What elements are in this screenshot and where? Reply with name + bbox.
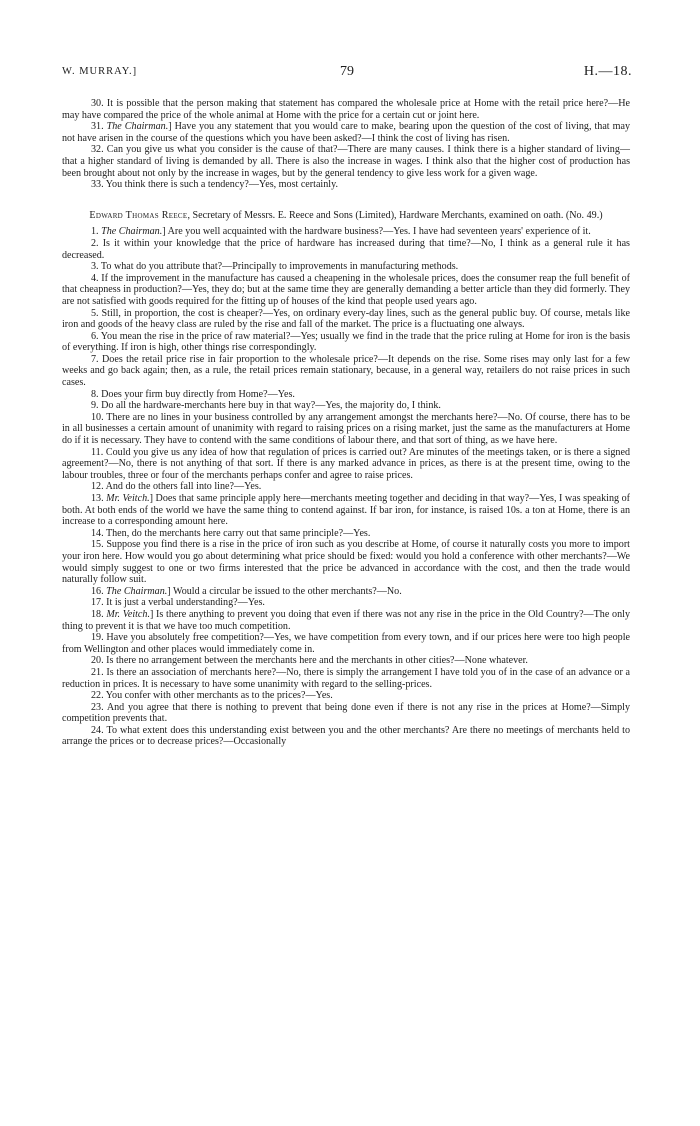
question-number: 3. bbox=[91, 261, 99, 273]
previous-witness-section bbox=[62, 98, 630, 191]
question-number: 1. bbox=[91, 226, 99, 238]
question-number: 9. bbox=[91, 400, 99, 412]
question-text: To what extent does this understanding exist between you and the other merchants? Are there no meetings of merchants held to arrange the prices or to decrease prices?—Occasionally bbox=[62, 724, 630, 748]
question-paragraph bbox=[62, 725, 630, 748]
question-text: Is there an association of merchants here?—No, there is simply the arrangement I have told you of in the case of an advance or a reduction in prices. It is necessary to have some unanimity with regard to the selling-prices. bbox=[62, 666, 630, 690]
question-number: 8. bbox=[91, 388, 99, 400]
question-number: 10. bbox=[91, 411, 104, 423]
question-text: ] Does that same principle apply here—merchants meeting together and deciding in that way?—Yes, I was speaking of both. At both ends of the world we have the same thing to contend against. If bar iron, for instance, is raised 10s. a ton at Home, there is an increase to a corresponding amount here. bbox=[62, 493, 630, 528]
question-text: ] Are you well acquainted with the hardware business?—Yes. I have had seventeen years' experience of it. bbox=[162, 226, 591, 238]
question-text: Do all the hardware-merchants here buy in that way?—Yes, the majority do, I think. bbox=[101, 400, 441, 412]
witness-description: , Secretary of Messrs. E. Reece and Sons (Limited), Hardware Merchants, examined on oath. (No. 49.) bbox=[187, 209, 603, 221]
question-paragraph bbox=[62, 539, 630, 585]
question-paragraph bbox=[62, 609, 630, 632]
page-header bbox=[62, 64, 632, 84]
question-paragraph bbox=[62, 331, 630, 354]
question-paragraph bbox=[62, 261, 630, 273]
question-number: 22. bbox=[91, 690, 104, 702]
question-paragraph bbox=[62, 597, 630, 609]
question-paragraph bbox=[62, 702, 630, 725]
question-text: It is just a verbal understanding?—Yes. bbox=[106, 597, 265, 609]
question-paragraph bbox=[62, 655, 630, 667]
question-number: 2. bbox=[91, 237, 99, 249]
question-text: You think there is such a tendency?—Yes, most certainly. bbox=[105, 179, 338, 191]
witness-evidence-section bbox=[62, 226, 630, 748]
question-text: Can you give us what you consider is the cause of that?—There are many causes. I think there is a higher standard of living—that a higher standard of living is demanded by all. There is also the increase in wages. I think also that the higher cost of production has been brought about not only by the increase in wages, but by the general tendency to give less work for a given wage. bbox=[62, 144, 630, 179]
question-text: ] Would a circular be issued to the other merchants?—No. bbox=[167, 585, 402, 597]
question-paragraph bbox=[62, 98, 630, 121]
document-reference: H.—18. bbox=[583, 64, 632, 79]
question-paragraph bbox=[62, 690, 630, 702]
question-paragraph bbox=[62, 400, 630, 412]
question-text: Does your firm buy directly from Home?—Yes. bbox=[101, 388, 295, 400]
page-number: 79 bbox=[340, 64, 354, 79]
question-paragraph bbox=[62, 389, 630, 401]
question-paragraph bbox=[62, 273, 630, 308]
question-number: 15. bbox=[91, 539, 104, 551]
speaker-name: The Chairman. bbox=[101, 226, 163, 238]
question-text: And do the others fall into line?—Yes. bbox=[105, 481, 262, 493]
question-number: 19. bbox=[91, 632, 104, 644]
question-number: 24. bbox=[91, 724, 104, 736]
question-paragraph bbox=[62, 179, 630, 191]
speaker-name: The Chairman. bbox=[106, 121, 169, 133]
question-paragraph bbox=[62, 493, 630, 528]
question-text: Suppose you find there is a rise in the price of iron such as you describe at Home, of course it naturally costs you more to import your iron here. How would you go about determining what price should be fixed: would you hold a conference with other merchants?—We would simply suggest to one or two firms interested that the price be advanced in accordance with the cost, and then the trade would naturally follow suit. bbox=[62, 539, 630, 586]
question-text: There are no lines in your business controlled by any arrangement amongst the merchants here?—No. Of course, there has to be in all businesses a certain amount of unanimity with regard to raising prices on a rising market, just the same as the manufacturers at Home do if it is necessary. They have to contend with the same conditions of labour there, and that sort of thing, as we have here. bbox=[62, 411, 630, 447]
question-number: 31. bbox=[91, 121, 104, 133]
question-number: 20. bbox=[91, 655, 104, 667]
question-text: And you agree that there is nothing to prevent that being done even if there is not any rise in the prices at Home?—Simply competition prevents that. bbox=[62, 701, 630, 725]
question-paragraph bbox=[62, 632, 630, 655]
question-paragraph bbox=[62, 238, 630, 261]
question-paragraph bbox=[62, 586, 630, 598]
question-paragraph bbox=[62, 481, 630, 493]
question-number: 7. bbox=[91, 353, 99, 365]
question-text: ] Have you any statement that you would care to make, bearing upon the question of the cost of living, that may not have arisen in the course of the questions which you have been asked?—I think the cost of living has risen. bbox=[62, 121, 631, 144]
question-number: 23. bbox=[91, 701, 104, 713]
question-text: Is it within your knowledge that the price of hardware has increased during that time?—No, I think as a general rule it has decreased. bbox=[62, 237, 630, 261]
question-text: ] Is there anything to prevent you doing that even if there was not any rise in the price in the Old Country?—The only thing to prevent it is that we have too much competition. bbox=[62, 608, 630, 632]
question-number: 6. bbox=[91, 330, 99, 342]
question-number: 16. bbox=[91, 585, 104, 597]
question-number: 5. bbox=[91, 307, 99, 319]
question-number: 17. bbox=[91, 597, 104, 609]
question-number: 12. bbox=[91, 481, 104, 493]
question-number: 11. bbox=[91, 446, 104, 458]
question-text: To what do you attribute that?—Principally to improvements in manufacturing methods. bbox=[100, 261, 459, 273]
evidence-text bbox=[62, 98, 630, 748]
question-number: 32. bbox=[91, 144, 104, 156]
question-text: Still, in proportion, the cost is cheaper?—Yes, on ordinary every-day lines, such as the general public buy. Of course, metals like iron and goods of the heavy class are ruled by the rise and fall of the market. The price is a fluctuating one always. bbox=[62, 307, 630, 331]
question-text: Is there no arrangement between the merchants here and the merchants in other cities?—None whatever. bbox=[106, 655, 528, 667]
question-paragraph bbox=[62, 354, 630, 389]
question-paragraph bbox=[62, 308, 630, 331]
question-number: 30. bbox=[91, 98, 104, 109]
question-text: You confer with other merchants as to the prices?—Yes. bbox=[105, 690, 333, 702]
question-number: 33. bbox=[91, 179, 104, 191]
question-number: 18. bbox=[91, 608, 104, 620]
question-number: 14. bbox=[91, 527, 104, 539]
question-number: 21. bbox=[91, 666, 104, 678]
question-text: It is possible that the person making that statement has compared the wholesale price at Home with the retail price here?—He may have compared the price of the whole animal at Home with the price for a certain cut or joint here. bbox=[62, 98, 630, 121]
question-paragraph bbox=[62, 412, 630, 447]
question-paragraph bbox=[62, 121, 630, 144]
witness-name: Edward Thomas Reece bbox=[89, 209, 188, 221]
question-text: You mean the rise in the price of raw material?—Yes; usually we find in the trade that the price ruling at Home for iron is the basis of everything. If iron is high, other things rise correspondingly. bbox=[62, 330, 630, 354]
question-text: If the improvement in the manufacture has caused a cheapening in the wholesale prices, does the consumer reap the full benefit of that cheapness in production?—Yes, they do; but at the same time they are generally demanding a better article than they did formerly. They are not satisfied with goods required for the fitting up of houses of the kind that people used years ago. bbox=[62, 272, 630, 307]
question-paragraph bbox=[62, 144, 630, 179]
question-number: 4. bbox=[91, 272, 99, 284]
witness-heading bbox=[62, 210, 630, 222]
header-author: W. MURRAY.] bbox=[62, 66, 138, 77]
question-text: Then, do the merchants here carry out that same principle?—Yes. bbox=[105, 527, 371, 539]
speaker-name: Mr. Veitch. bbox=[106, 608, 150, 620]
question-paragraph bbox=[62, 667, 630, 690]
speaker-name: Mr. Veitch. bbox=[106, 493, 150, 504]
question-paragraph bbox=[62, 447, 630, 482]
question-paragraph bbox=[62, 528, 630, 540]
question-text: Have you absolutely free competition?—Yes, we have competition from every town, and if our prices here were too high people from Wellington and other places would immediately come in. bbox=[62, 632, 630, 655]
question-number: 13. bbox=[91, 493, 104, 504]
question-text: Does the retail price rise in fair proportion to the wholesale price?—It depends on the rise. Some rises may only last for a few weeks and go back again; then, as a rule, the retail prices remain stationary, because, in a general way, retailers do not raise prices in such cases. bbox=[62, 353, 630, 389]
question-text: Could you give us any idea of how that regulation of prices is carried out? Are minutes of the meetings taken, or is there a signed agreement?—No, there is not anything of that sort. If there is any marked advance in prices, as there is at the present time, owing to the labour troubles, three or four of the merchants perhaps confer and agree to raise prices. bbox=[62, 446, 630, 481]
speaker-name: The Chairman. bbox=[106, 585, 168, 597]
question-paragraph bbox=[62, 226, 630, 238]
